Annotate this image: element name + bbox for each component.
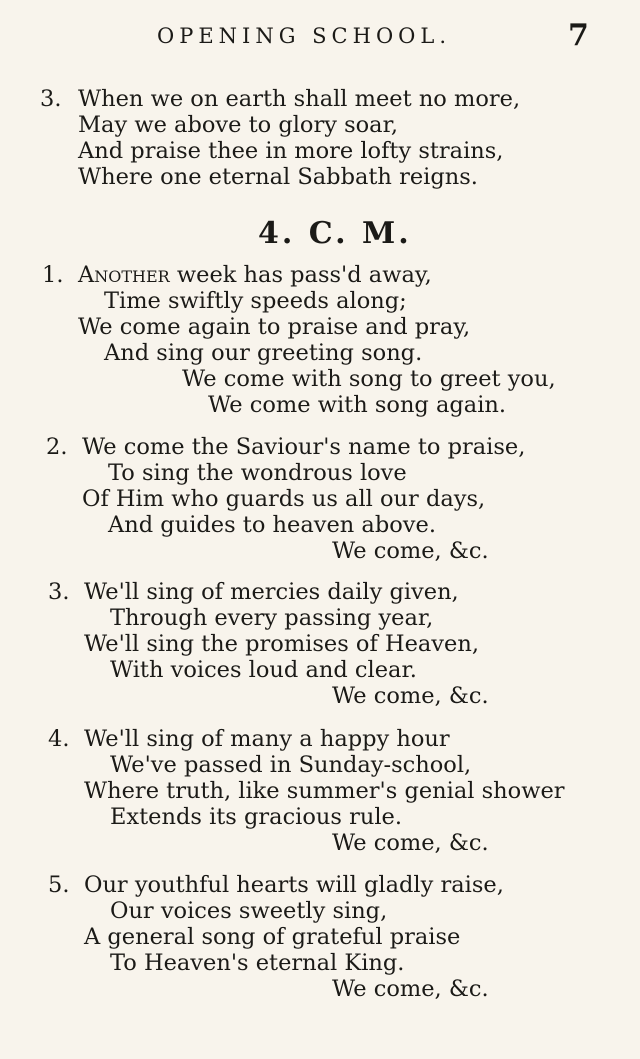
chorus-line: We come with song again. [208,392,507,418]
verse-line: With voices loud and clear. [110,657,417,683]
verse-line: We'll sing the promises of Heaven, [84,631,479,657]
verse-line: And sing our greeting song. [104,340,423,366]
refrain-line: We come, &c. [332,830,489,856]
verse-line: Extends its gracious rule. [110,804,403,830]
verse-line: A general song of grateful praise [84,924,461,950]
stanza-number: 4. [48,726,70,752]
stanza-number: 3. [40,86,62,112]
verse-line: We come again to praise and pray, [78,314,471,340]
verse-line: We come the Saviour's name to praise, [82,434,526,460]
verse-line: Where truth, like summer's genial shower [84,778,565,804]
verse-line: May we above to glory soar, [78,112,399,138]
verse-line: Of Him who guards us all our days, [82,486,486,512]
verse-line: Time swiftly speeds along; [104,288,407,314]
verse-line: We'll sing of many a happy hour [84,726,450,752]
verse-line: We'll sing of mercies daily given, [84,579,459,605]
verse-line [78,262,432,288]
verse-line: When we on earth shall meet no more, [78,86,521,112]
verse-line: To sing the wondrous love [108,460,407,486]
stanza-number: 3. [48,579,70,605]
stanza-number: 5. [48,872,70,898]
chorus-line: We come with song to greet you, [182,366,556,392]
opening-word: Another [78,262,170,288]
verse-line: Where one eternal Sabbath reigns. [78,164,478,190]
verse-line: We've passed in Sunday-school, [110,752,472,778]
stanza-number: 2. [46,434,68,460]
running-header: OPENING SCHOOL. [157,24,451,48]
refrain-line: We come, &c. [332,683,489,709]
verse-line: Our voices sweetly sing, [110,898,388,924]
stanza-number: 1. [42,262,64,288]
verse-line: Our youthful hearts will gladly raise, [84,872,504,898]
verse-line: And guides to heaven above. [108,512,436,538]
hymn-heading: 4. C. M. [258,216,412,251]
refrain-line: We come, &c. [332,976,489,1002]
verse-line: And praise thee in more lofty strains, [78,138,504,164]
verse-line: To Heaven's eternal King. [110,950,405,976]
page-number: 7 [568,18,589,53]
refrain-line: We come, &c. [332,538,489,564]
verse-line-rest: week has pass'd away, [169,262,432,288]
verse-line: Through every passing year, [110,605,434,631]
